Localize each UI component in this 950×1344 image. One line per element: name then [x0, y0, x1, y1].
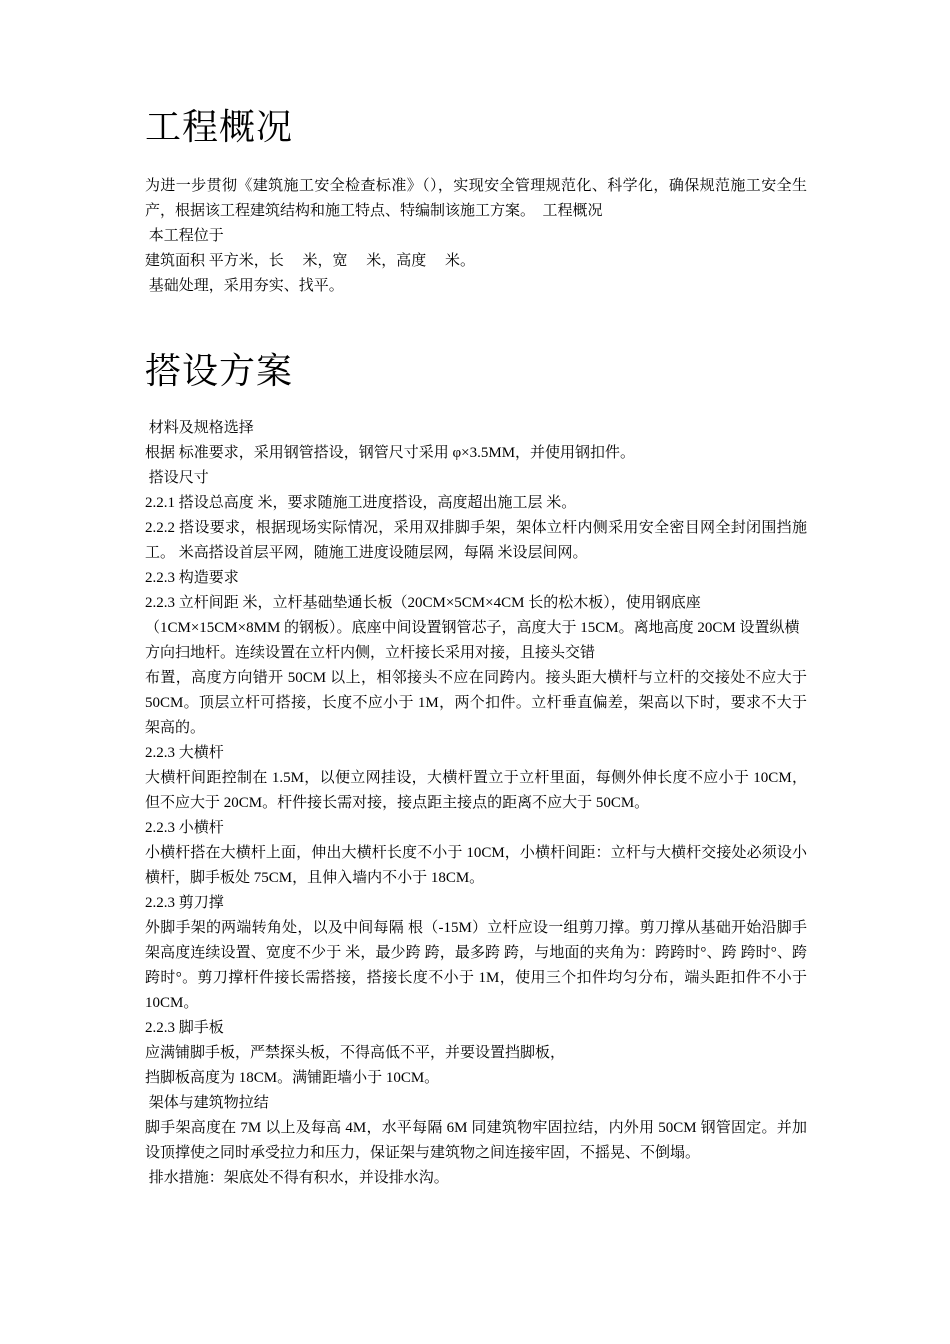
- paragraph: 排水措施：架底处不得有积水，并设排水沟。: [145, 1170, 449, 1186]
- section-body-overview: [145, 174, 807, 299]
- paragraph: 2.2.3 构造要求: [145, 570, 239, 586]
- paragraph: 脚手架高度在 7M 以上及每高 4M，水平每隔 6M 同建筑物牢固拉结，内外用 50CM 钢管固定。并加设顶撑使之同时承受拉力和压力，保证架与建筑物之间连接牢固，不摇晃、不倒塌。: [145, 1120, 807, 1161]
- paragraph: 应满铺脚手板，严禁探头板，不得高低不平，并要设置挡脚板，: [145, 1045, 566, 1061]
- section-heading-scheme: 搭设方案: [145, 351, 294, 392]
- paragraph: 大横杆间距控制在 1.5M，以便立网挂设，大横杆置立于立杆里面，每侧外伸长度不应小于 10CM，但不应大于 20CM。杆件接长需对接，接点距主接点的距离不应大于 50CM。: [145, 770, 807, 811]
- paragraph: 小横杆搭在大横杆上面，伸出大横杆长度不小于 10CM，小横杆间距：立杆与大横杆交接处必须设小横杆，脚手板处 75CM，且伸入墙内不小于 18CM。: [145, 845, 807, 886]
- section-heading-overview: 工程概况: [145, 107, 294, 148]
- paragraph: 2.2.1 搭设总高度 米，要求随施工进度搭设，高度超出施工层 米。: [145, 495, 577, 511]
- paragraph: 材料及规格选择: [145, 420, 254, 436]
- paragraph: 外脚手架的两端转角处，以及中间每隔 根（-15M）立杆应设一组剪刀撑。剪刀撑从基础开始沿脚手架高度连续设置、宽度不少于 米，最少跨 跨，最多跨 跨，与地面的夹角为：跨跨时°、跨 跨时°、跨 跨时°。剪刀撑杆件接长需搭接，搭接长度不小于 1M，使用三个扣件均匀分布，端头距扣件不小于 10CM。: [145, 920, 811, 1011]
- paragraph: 2.2.3 脚手板: [145, 1020, 224, 1036]
- paragraph: 基础处理，采用夯实、找平。: [145, 278, 344, 294]
- paragraph: 2.2.3 剪刀撑: [145, 895, 224, 911]
- paragraph: 挡脚板高度为 18CM。满铺距墙小于 10CM。: [145, 1070, 440, 1086]
- paragraph: 搭设尺寸: [145, 470, 209, 486]
- paragraph: 本工程位于: [145, 228, 224, 244]
- paragraph: 建筑面积 平方米，长 米，宽 米，高度 米。: [145, 253, 476, 269]
- paragraph: 根据 标准要求，采用钢管搭设，钢管尺寸采用 φ×3.5MM，并使用钢扣件。: [145, 445, 636, 461]
- paragraph: 为进一步贯彻《建筑施工安全检查标准》（），实现安全管理规范化、科学化，确保规范施工安全生产，根据该工程建筑结构和施工特点、特编制该施工方案。 工程概况: [145, 178, 807, 219]
- paragraph: 2.2.3 大横杆: [145, 745, 224, 761]
- paragraph: 2.2.3 小横杆: [145, 820, 224, 836]
- paragraph: 2.2.2 搭设要求，根据现场实际情况，采用双排脚手架，架体立杆内侧采用安全密目网全封闭围挡施工。 米高搭设首层平网，随施工进度设随层网，每隔 米设层间网。: [145, 520, 807, 561]
- paragraph: 2.2.3 立杆间距 米，立杆基础垫通长板（20CM×5CM×4CM 长的松木板），使用钢底座（1CM×15CM×8MM 的钢板）。底座中间设置钢管芯子，高度大于 15CM。离地高度 20CM 设置纵横方向扫地杆。连续设置在立杆内侧，立杆接长采用对接，且接头交错: [145, 595, 800, 661]
- paragraph: 架体与建筑物拉结: [145, 1095, 269, 1111]
- section-body-scheme: [145, 416, 811, 1191]
- paragraph: 布置，高度方向错开 50CM 以上，相邻接头不应在同跨内。接头距大横杆与立杆的交接处不应大于 50CM。顶层立杆可搭接，长度不应小于 1M，两个扣件。立杆垂直偏差，架高以下时，要求不大于架高的。: [145, 670, 811, 736]
